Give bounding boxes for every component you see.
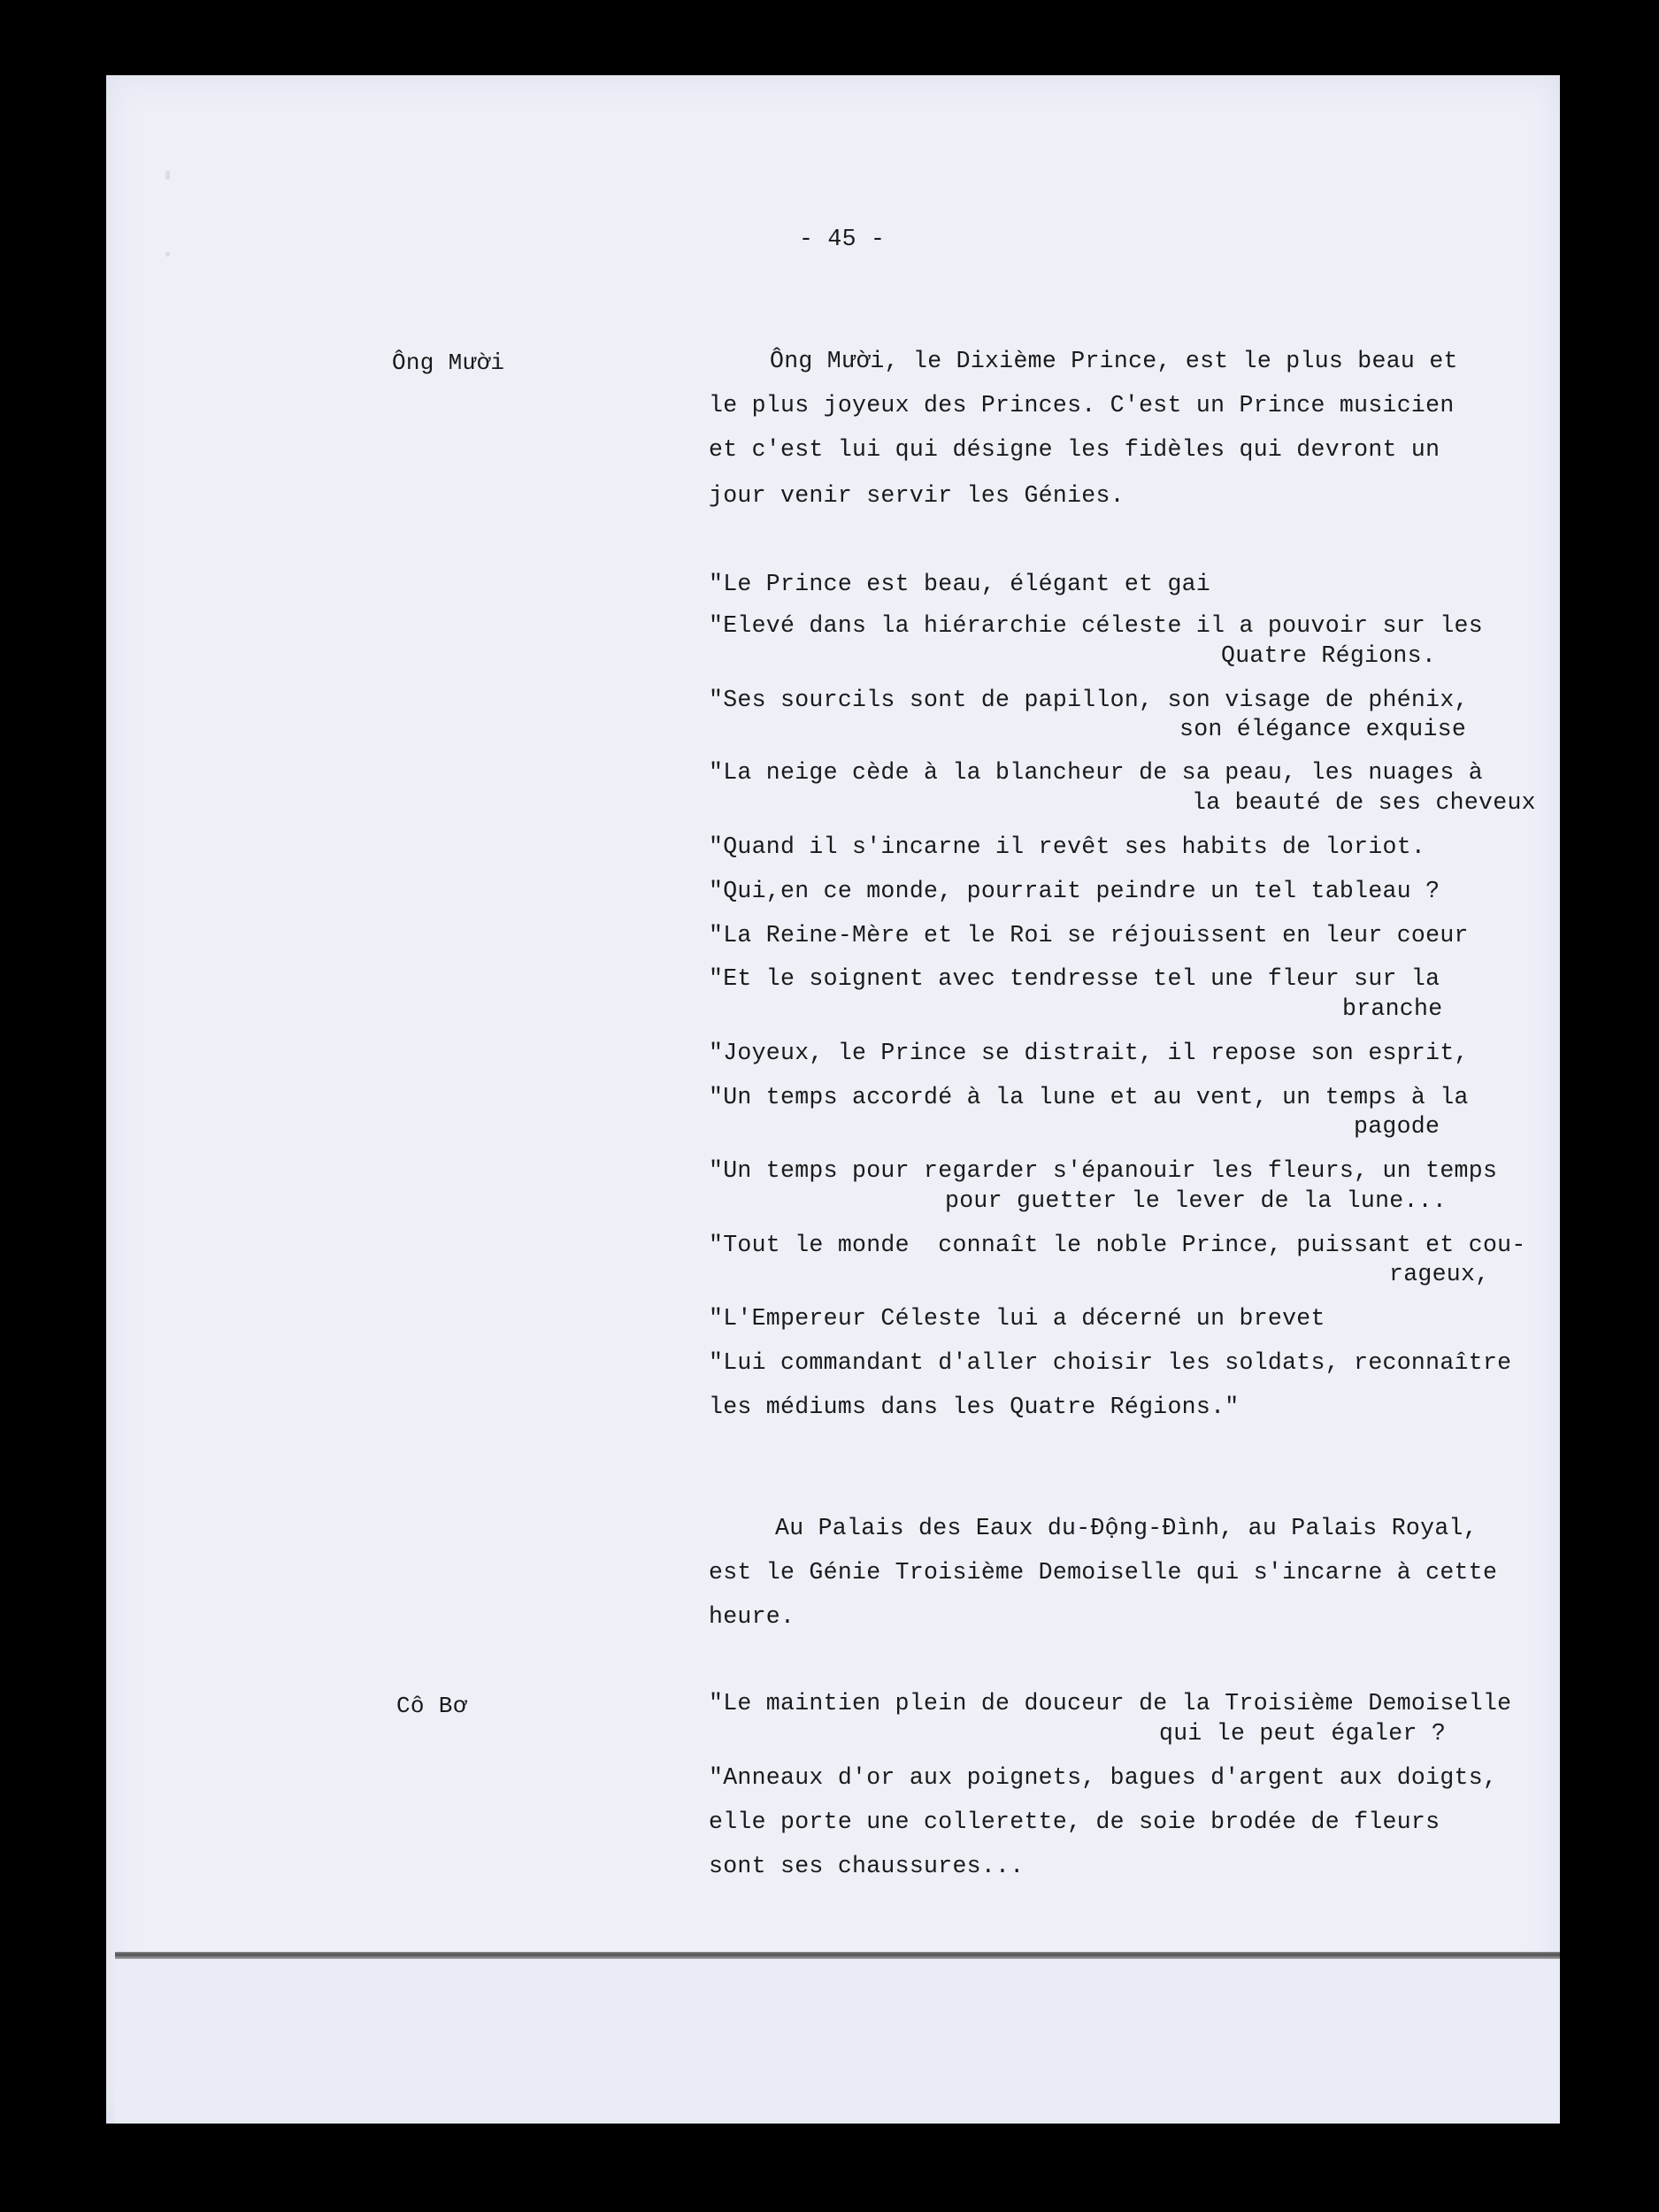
paragraph-line: jour venir servir les Génies. (709, 482, 1125, 509)
verse-continuation: pagode (1354, 1113, 1440, 1140)
verse-line: "Lui commandant d'aller choisir les soldats, reconnaître (709, 1349, 1512, 1376)
margin-mark (165, 252, 170, 257)
verse-line: les médiums dans les Quatre Régions." (709, 1394, 1240, 1420)
verse-line: "Et le soignent avec tendresse tel une fleur sur la (709, 965, 1440, 992)
verse-line: "Un temps pour regarder s'épanouir les fleurs, un temps (709, 1157, 1498, 1184)
verse-line: "L'Empereur Céleste lui a décerné un brevet (709, 1305, 1325, 1332)
verse-line: "Tout le monde connaît le noble Prince, puissant et cou- (709, 1232, 1526, 1258)
verse-line: "Le maintien plein de douceur de la Troisième Demoiselle (709, 1690, 1512, 1717)
verse-continuation: pour guetter le lever de la lune... (945, 1187, 1448, 1214)
verse-continuation: qui le peut égaler ? (1159, 1720, 1447, 1747)
verse-line: elle porte une collerette, de soie brodée de fleurs (709, 1809, 1440, 1835)
page-number: - 45 - (799, 226, 886, 252)
verse-line: sont ses chaussures... (709, 1853, 1025, 1879)
verse-line: "Le Prince est beau, élégant et gai (709, 571, 1211, 597)
paragraph-line: et c'est lui qui désigne les fidèles qui devront un (709, 436, 1440, 463)
verse-line: "Quand il s'incarne il revêt ses habits de loriot. (709, 833, 1426, 860)
page-fold-line (115, 1952, 1560, 1959)
paragraph-line: heure. (709, 1603, 795, 1630)
paragraph-line: Ông Mười, le Dixième Prince, est le plus beau et (770, 348, 1458, 374)
paragraph-line: est le Génie Troisième Demoiselle qui s'incarne à cette (709, 1559, 1498, 1586)
speaker-label: Cô Bơ (396, 1693, 467, 1719)
verse-line: "Anneaux d'or aux poignets, bagues d'argent aux doigts, (709, 1764, 1498, 1791)
verse-continuation: rageux, (1389, 1261, 1490, 1287)
verse-line: "La neige cède à la blancheur de sa peau, les nuages à (709, 759, 1483, 786)
verse-continuation: la beauté de ses cheveux (1192, 789, 1536, 816)
verse-line: "Elevé dans la hiérarchie céleste il a pouvoir sur les (709, 612, 1483, 639)
speaker-label: Ông Mười (392, 349, 505, 376)
folded-page-flap (115, 1959, 1560, 2124)
verse-line: "Ses sourcils sont de papillon, son visage de phénix, (709, 687, 1469, 713)
verse-continuation: branche (1342, 995, 1443, 1022)
verse-continuation: Quatre Régions. (1221, 642, 1437, 669)
verse-line: "Qui,en ce monde, pourrait peindre un tel tableau ? (709, 878, 1440, 904)
verse-line: "Un temps accordé à la lune et au vent, un temps à la (709, 1084, 1469, 1110)
verse-continuation: son élégance exquise (1179, 716, 1467, 742)
paragraph-line: le plus joyeux des Princes. C'est un Prince musicien (709, 392, 1455, 419)
margin-mark (165, 171, 170, 180)
paragraph-line: Au Palais des Eaux du-Động-Đình, au Palais Royal, (775, 1515, 1478, 1541)
verse-line: "La Reine-Mère et le Roi se réjouissent en leur coeur (709, 922, 1469, 949)
verse-line: "Joyeux, le Prince se distrait, il repose son esprit, (709, 1040, 1469, 1066)
